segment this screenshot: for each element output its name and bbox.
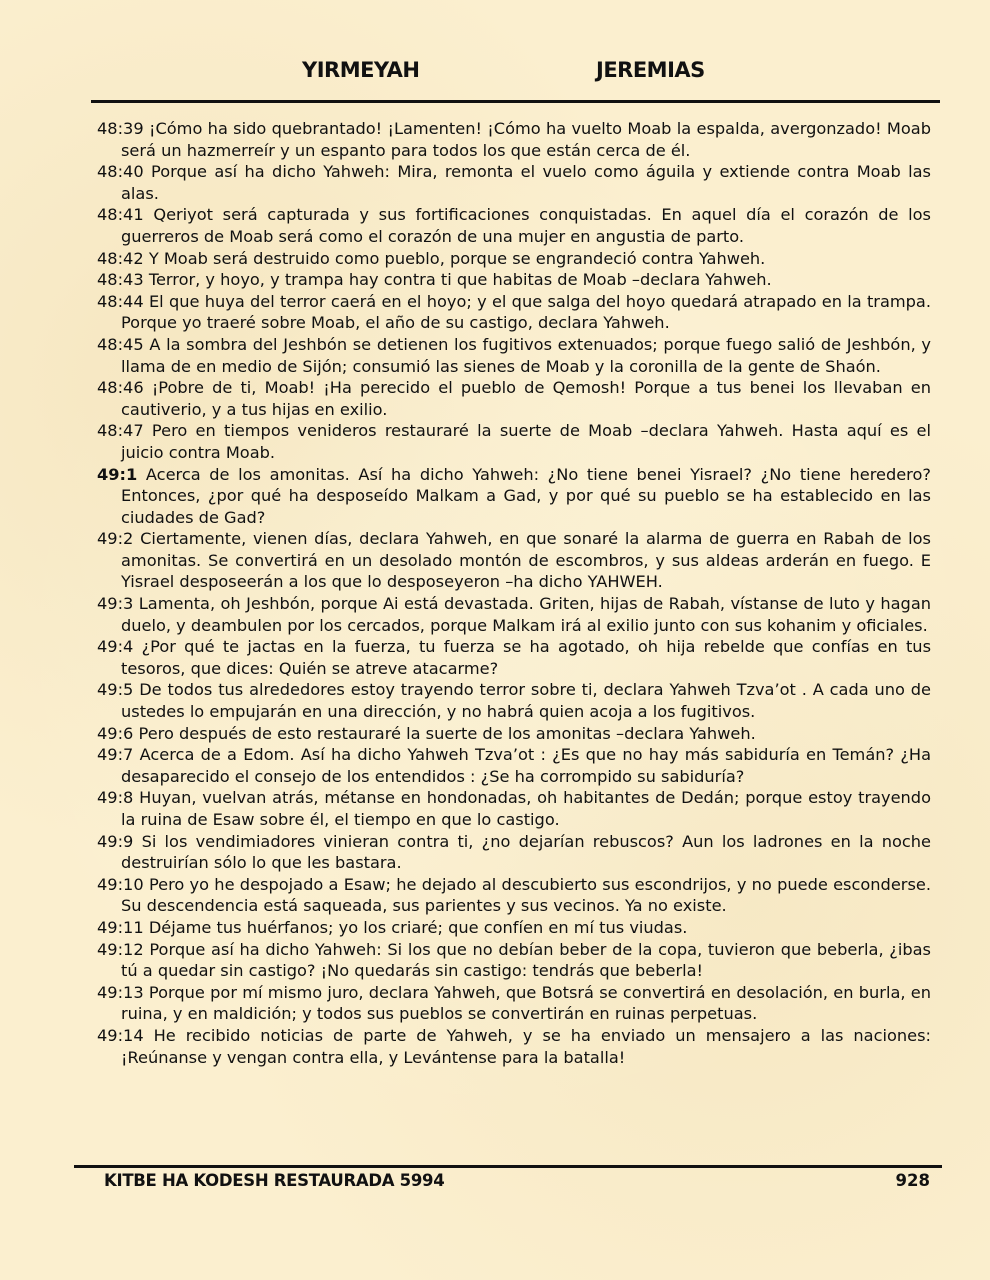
verse: [97, 939, 931, 982]
verse: [97, 464, 931, 529]
verse: [97, 269, 931, 291]
verse: [97, 874, 931, 917]
verse-reference: 48:41: [97, 205, 144, 225]
verse-reference: 48:45: [97, 334, 144, 354]
verse-text: Y Moab será destruido como pueblo, porque se engrandeció contra Yahweh.: [148, 248, 766, 268]
verse-text: Porque así ha dicho Yahweh: Mira, remonta el vuelo como águila y extiende contra Moab las alas.: [121, 162, 931, 203]
verse-reference: 48:42: [97, 248, 144, 268]
verse-reference: 49:9: [97, 831, 134, 851]
verse-reference: 48:44: [97, 291, 144, 311]
verse-text: ¡Cómo ha sido quebrantado! ¡Lamenten! ¡Cómo ha vuelto Moab la espalda, avergonzado! Moab será un hazmerreír y un espanto para todos los que están cerca de él.: [121, 119, 931, 160]
verse-reference: 49:11: [97, 917, 144, 937]
verse-text: Lamenta, oh Jeshbón, porque Ai está devastada. Griten, hijas de Rabah, vístanse de luto y hagan duelo, y deambulen por los cercados, porque Malkam irá al exilio junto con sus kohanim y oficiales.: [121, 594, 931, 635]
verse-reference: 49:14: [97, 1025, 144, 1045]
verse-reference: 49:5: [97, 680, 134, 700]
verse: [97, 1025, 931, 1068]
verse: [97, 982, 931, 1025]
verse: [97, 118, 931, 161]
verse: [97, 917, 931, 939]
verse-text: Huyan, vuelvan atrás, métanse en hondonadas, oh habitantes de Dedán; porque estoy trayendo la ruina de Esaw sobre él, el tiempo en que lo castigo.: [121, 788, 931, 829]
page-number: 928: [895, 1171, 930, 1190]
verse: [97, 679, 931, 722]
verse: [97, 377, 931, 420]
verse: [97, 291, 931, 334]
verse-reference: 48:46: [97, 378, 144, 398]
verse-text: Pero después de esto restauraré la suerte de los amonitas –declara Yahweh.: [138, 723, 756, 743]
verse: [97, 593, 931, 636]
verse-text: Ciertamente, vienen días, declara Yahweh, en que sonaré la alarma de guerra en Rabah de los amonitas. Se convertirá en un desolado montón de escombros, y sus aldeas arderán en fuego. E Yisrael desposeerán a los que lo desposeyeron –ha dicho YAHWEH.: [121, 529, 931, 592]
verse: [97, 744, 931, 787]
verse-reference: 49:6: [97, 723, 134, 743]
verse-text: De todos tus alrededores estoy trayendo terror sobre ti, declara Yahweh Tzva’ot . A cada uno de ustedes lo empujarán en una dirección, y no habrá quien acoja a los fugitivos.: [121, 680, 931, 722]
verse-reference: 49:12: [97, 939, 144, 959]
header-title-spanish: JEREMIAS: [596, 58, 705, 82]
verse: [97, 787, 931, 830]
verse-reference: 48:47: [97, 421, 144, 441]
verse: [97, 161, 931, 204]
verse: [97, 420, 931, 463]
verse-text: A la sombra del Jeshbón se detienen los fugitivos extenuados; porque fuego salió de Jeshbón, y llama de en medio de Sijón; consumió las sienes de Moab y la coronilla de la gente de Shaón.: [121, 334, 931, 376]
verse-text: Porque así ha dicho Yahweh: Si los que no debían beber de la copa, tuvieron que beberla, ¿ibas tú a quedar sin castigo? ¡No quedarás sin castigo: tendrás que beberla!: [121, 939, 931, 981]
running-header: [0, 58, 990, 92]
footer-rule: [74, 1165, 942, 1168]
verse-reference: 49:13: [97, 982, 144, 1002]
verse-text: Porque por mí mismo juro, declara Yahweh, que Botsrá se convertirá en desolación, en burla, en ruina, y en maldición; y todos sus pueblos se convertirán en ruinas perpetuas.: [121, 982, 931, 1024]
verse-text: Pero yo he despojado a Esaw; he dejado al descubierto sus escondrijos, y no puede esconderse. Su descendencia está saqueada, sus parientes y sus vecinos. Ya no existe.: [121, 874, 931, 916]
verse-text: ¿Por qué te jactas en la fuerza, tu fuerza se ha agotado, oh hija rebelde que confías en tus tesoros, que dices: Quién se atreve atacarme?: [121, 637, 931, 678]
verse-text: El que huya del terror caerá en el hoyo; y el que salga del hoyo quedará atrapado en la trampa. Porque yo traeré sobre Moab, el año de su castigo, declara Yahweh.: [121, 291, 931, 333]
verse-text: ¡Pobre de ti, Moab! ¡Ha perecido el pueblo de Qemosh! Porque a tus benei los llevaban en cautiverio, y a tus hijas en exilio.: [121, 378, 931, 419]
verse-reference: 49:3: [97, 594, 134, 614]
verse: [97, 636, 931, 679]
verse-reference: 48:40: [97, 162, 144, 182]
verse-text: Déjame tus huérfanos; yo los criaré; que confíen en mí tus viudas.: [148, 917, 688, 937]
verse-text: Qeriyot será capturada y sus fortificaciones conquistadas. En aquel día el corazón de los guerreros de Moab será como el corazón de una mujer en angustia de parto.: [121, 205, 931, 246]
verse-reference: 49:2: [97, 529, 134, 549]
verse-text: Pero en tiempos venideros restauraré la suerte de Moab –declara Yahweh. Hasta aquí es el juicio contra Moab.: [121, 421, 931, 462]
header-rule: [91, 100, 940, 103]
verse-reference: 49:10: [97, 874, 144, 894]
verse-list: [97, 118, 931, 1068]
verse-reference: 49:7: [97, 745, 134, 765]
verse-text: Terror, y hoyo, y trampa hay contra ti que habitas de Moab –declara Yahweh.: [148, 270, 772, 290]
verse-reference: 49:1: [97, 464, 138, 484]
verse: [97, 723, 931, 745]
verse: [97, 334, 931, 377]
verse-text: He recibido noticias de parte de Yahweh, y se ha enviado un mensajero a las naciones: ¡Reúnanse y vengan contra ella, y Levántense para la batalla!: [121, 1025, 931, 1067]
verse-text: Si los vendimiadores vinieran contra ti, ¿no dejarían rebuscos? Aun los ladrones en la noche destruirían sólo lo que les bastara.: [121, 831, 931, 873]
verse: [97, 248, 931, 270]
verse-text: Acerca de los amonitas. Así ha dicho Yahweh: ¿No tiene benei Yisrael? ¿No tiene heredero? Entonces, ¿por qué ha desposeído Malkam a Gad, y por qué su pueblo se ha establecido en las ciudades de Gad?: [121, 464, 931, 527]
verse-reference: 49:4: [97, 637, 134, 657]
verse-reference: 49:8: [97, 788, 134, 808]
verse: [97, 831, 931, 874]
verse: [97, 528, 931, 593]
header-title-hebrew: YIRMEYAH: [302, 58, 420, 82]
verse-text: Acerca de a Edom. Así ha dicho Yahweh Tzva’ot : ¿Es que no hay más sabiduría en Temán? ¿Ha desaparecido el consejo de los entendidos : ¿Se ha corrompido su sabiduría?: [121, 745, 931, 786]
verse-reference: 48:43: [97, 270, 144, 290]
verse: [97, 204, 931, 247]
verse-reference: 48:39: [97, 119, 144, 138]
footer-book-title: KITBE HA KODESH RESTAURADA 5994: [104, 1171, 445, 1190]
